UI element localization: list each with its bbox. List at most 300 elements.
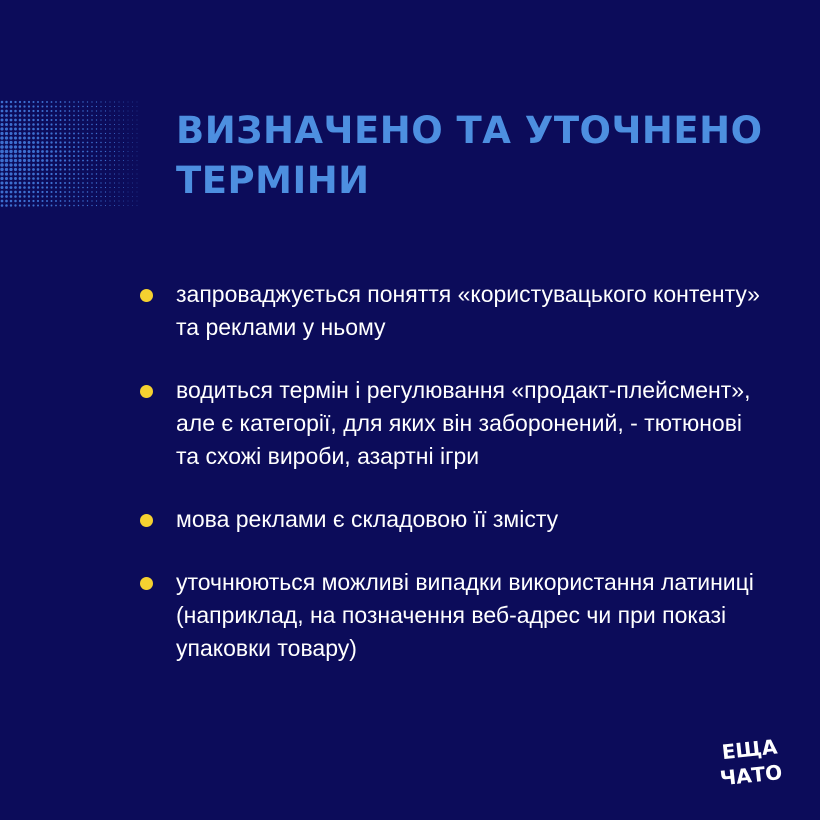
halftone-dot [128, 183, 129, 184]
halftone-dot [64, 196, 66, 198]
halftone-dot [109, 128, 110, 129]
halftone-dot [78, 133, 80, 135]
halftone-dot [73, 119, 75, 121]
halftone-dot [132, 156, 133, 157]
halftone-dot [100, 191, 101, 192]
halftone-dot [5, 105, 8, 108]
halftone-dot [91, 151, 93, 153]
halftone-dot [132, 138, 133, 139]
halftone-dot [50, 137, 52, 139]
halftone-dot [64, 177, 66, 179]
halftone-dot [32, 128, 35, 131]
halftone-dot [37, 101, 39, 103]
halftone-dot [68, 159, 70, 161]
halftone-dot [91, 164, 93, 166]
halftone-dot [50, 132, 52, 134]
halftone-dot [109, 196, 110, 197]
halftone-dot [105, 191, 106, 192]
halftone-dot [46, 146, 49, 149]
halftone-dot [10, 186, 13, 189]
halftone-dot [119, 183, 120, 184]
halftone-dot [59, 155, 61, 157]
halftone-dot [109, 182, 110, 183]
halftone-dot [137, 156, 138, 157]
halftone-dot [0, 163, 4, 167]
halftone-dot [64, 110, 66, 112]
halftone-dot [37, 155, 40, 158]
halftone-dot [46, 110, 48, 112]
halftone-dot [132, 129, 133, 130]
halftone-dot [0, 168, 3, 171]
halftone-dot [123, 120, 124, 121]
halftone-dot [37, 164, 40, 167]
halftone-dot [64, 173, 66, 175]
halftone-dot [9, 172, 12, 175]
halftone-dot [123, 160, 124, 161]
halftone-dot [37, 173, 40, 176]
halftone-dot [82, 160, 84, 162]
brand-logo [716, 732, 790, 794]
halftone-dot [114, 205, 115, 206]
halftone-dot [50, 119, 52, 121]
halftone-dot [32, 191, 34, 193]
halftone-dot [55, 155, 58, 158]
halftone-dot [69, 128, 71, 130]
halftone-dot [91, 182, 92, 183]
halftone-dot [123, 138, 124, 139]
halftone-dot [123, 102, 124, 103]
halftone-dot [41, 128, 43, 130]
halftone-dot [137, 169, 138, 170]
halftone-dot [100, 164, 101, 165]
halftone-dot [91, 155, 93, 157]
halftone-dot [87, 106, 88, 107]
halftone-dot [14, 128, 17, 131]
halftone-dot [91, 160, 93, 162]
halftone-dot [51, 106, 53, 108]
halftone-dot [132, 178, 133, 179]
halftone-dot [55, 106, 57, 108]
halftone-dot [28, 132, 31, 135]
halftone-dot [28, 186, 31, 189]
halftone-dot [10, 110, 13, 113]
halftone-dot [118, 160, 119, 161]
halftone-dot [109, 155, 110, 156]
halftone-dot [109, 173, 110, 174]
halftone-dot [46, 195, 48, 197]
halftone-dot [91, 191, 92, 192]
halftone-dot [23, 145, 26, 148]
halftone-dot [96, 187, 97, 188]
halftone-dot [78, 106, 80, 108]
halftone-dot [28, 195, 30, 197]
halftone-dot [5, 132, 8, 135]
halftone-dot [87, 101, 88, 102]
halftone-dot [69, 196, 71, 198]
halftone-dot [46, 114, 48, 116]
halftone-dot [137, 151, 138, 152]
halftone-dot [91, 146, 93, 148]
halftone-dot [41, 105, 43, 107]
halftone-dot [60, 110, 62, 112]
halftone-dot [128, 129, 129, 130]
halftone-dot [14, 186, 17, 189]
halftone-dot [132, 111, 133, 112]
halftone-dot [69, 178, 71, 180]
halftone-dot [114, 146, 115, 147]
halftone-dot [100, 115, 101, 116]
halftone-dot [132, 183, 133, 184]
halftone-dot [91, 169, 93, 171]
halftone-dot [50, 168, 52, 170]
halftone-dot [64, 155, 66, 157]
halftone-dot [105, 106, 106, 107]
halftone-dot [46, 173, 48, 175]
halftone-dot [5, 168, 8, 171]
halftone-dot [5, 123, 8, 126]
halftone-dot [64, 128, 66, 130]
halftone-dot [137, 196, 138, 197]
halftone-dot [114, 124, 115, 125]
page-title: ВИЗНАЧЕНО ТА УТОЧНЕНО ТЕРМІНИ [176, 109, 763, 202]
halftone-dot [73, 173, 75, 175]
halftone-dot [69, 200, 71, 202]
halftone-dot [51, 101, 53, 103]
halftone-dot [5, 195, 8, 198]
halftone-dot [32, 150, 35, 153]
halftone-dot [50, 146, 53, 149]
halftone-dot [64, 106, 66, 108]
halftone-dot [119, 205, 120, 206]
halftone-dot [69, 106, 71, 108]
halftone-dot [137, 165, 138, 166]
halftone-dot [114, 182, 115, 183]
halftone-dot [19, 132, 22, 135]
halftone-dot [32, 204, 34, 206]
halftone-dot [50, 186, 52, 188]
halftone-dot [109, 160, 110, 161]
halftone-dot [10, 101, 12, 103]
halftone-dot [50, 173, 52, 175]
halftone-dot [82, 119, 84, 121]
halftone-dot [100, 160, 101, 161]
halftone-dot [28, 182, 31, 185]
halftone-dot [23, 150, 26, 153]
halftone-dot [23, 128, 26, 131]
halftone-dot [9, 132, 12, 135]
halftone-dot [14, 191, 17, 194]
halftone-dot [27, 154, 30, 157]
halftone-dot [69, 119, 71, 121]
halftone-dot [114, 173, 115, 174]
halftone-dot [73, 146, 75, 148]
halftone-dot [5, 119, 8, 122]
halftone-dot [28, 119, 31, 122]
halftone-dot [123, 174, 124, 175]
halftone-dot [123, 147, 124, 148]
halftone-dot [73, 178, 75, 180]
halftone-dot [59, 164, 61, 166]
halftone-dot [19, 105, 21, 107]
halftone-dot [32, 137, 35, 140]
halftone-dot [55, 182, 57, 184]
halftone-dot [73, 182, 75, 184]
halftone-dot [105, 196, 106, 197]
halftone-dot [73, 200, 75, 202]
halftone-dot [105, 169, 106, 170]
halftone-dot [23, 141, 26, 144]
halftone-dot [55, 101, 57, 103]
halftone-dot [64, 200, 66, 202]
halftone-dot [91, 142, 93, 144]
halftone-dot [28, 200, 30, 202]
halftone-dot [32, 159, 35, 162]
halftone-dot [78, 187, 80, 189]
halftone-dot [109, 164, 110, 165]
halftone-dot [64, 137, 66, 139]
halftone-dot [28, 164, 31, 167]
halftone-dot [123, 106, 124, 107]
halftone-dot [37, 204, 39, 206]
halftone-dot [60, 106, 62, 108]
halftone-dot [100, 124, 101, 125]
halftone-dot [1, 204, 4, 207]
halftone-dot [114, 102, 115, 103]
halftone-dot [9, 163, 12, 166]
halftone-dot [32, 114, 34, 116]
halftone-dot [10, 200, 13, 203]
halftone-dot [46, 191, 48, 193]
halftone-dot [132, 147, 133, 148]
halftone-dot [64, 187, 66, 189]
halftone-dot [73, 110, 75, 112]
halftone-dot [91, 196, 92, 197]
halftone-dot [14, 150, 17, 153]
halftone-dot [37, 137, 40, 140]
halftone-dot [87, 191, 88, 192]
halftone-dot [132, 106, 133, 107]
halftone-dot [28, 128, 31, 131]
halftone-dot [46, 200, 48, 202]
halftone-dot [128, 205, 129, 206]
halftone-dot [23, 114, 25, 116]
halftone-dot [100, 119, 101, 120]
halftone-dot [41, 177, 43, 179]
halftone-dot [132, 196, 133, 197]
halftone-dot [73, 106, 75, 108]
halftone-dot [55, 186, 57, 188]
halftone-dot [50, 164, 52, 166]
halftone-dot [105, 101, 106, 102]
halftone-dot [100, 182, 101, 183]
halftone-dot [41, 182, 43, 184]
halftone-dot [55, 200, 57, 202]
halftone-dot [105, 146, 106, 147]
halftone-dot [78, 110, 80, 112]
halftone-dot [55, 168, 57, 170]
halftone-dot [64, 150, 66, 152]
halftone-dot [19, 177, 22, 180]
halftone-dot [5, 141, 8, 144]
halftone-dot [96, 146, 98, 148]
halftone-dot [132, 169, 133, 170]
halftone-dot [14, 132, 17, 135]
halftone-dot [87, 182, 89, 184]
halftone-dot [41, 114, 43, 116]
halftone-dot [82, 173, 84, 175]
halftone-dot [118, 151, 119, 152]
halftone-dot [128, 160, 129, 161]
halftone-dot [114, 142, 115, 143]
halftone-dot [37, 110, 39, 112]
halftone-dot [82, 101, 83, 102]
halftone-dot [37, 150, 40, 153]
halftone-dot [41, 123, 43, 125]
halftone-dot [132, 133, 133, 134]
halftone-dot [14, 172, 17, 175]
halftone-dot [96, 196, 97, 197]
halftone-dot [114, 128, 115, 129]
halftone-dot [128, 133, 129, 134]
halftone-dot [41, 146, 44, 149]
halftone-dot [32, 119, 34, 121]
halftone-dot [73, 150, 75, 152]
halftone-dot [105, 151, 106, 152]
halftone-dot [128, 151, 129, 152]
halftone-dot [50, 191, 52, 193]
halftone-dot [59, 177, 61, 179]
halftone-dot [105, 182, 106, 183]
halftone-dot [137, 106, 138, 107]
halftone-dot [91, 173, 93, 175]
halftone-dot [137, 192, 138, 193]
halftone-dot [96, 169, 97, 170]
halftone-dot [5, 200, 8, 203]
halftone-dot [0, 159, 4, 163]
halftone-dot [55, 128, 57, 130]
halftone-dot [50, 123, 52, 125]
halftone-dot [32, 154, 35, 157]
halftone-dot [19, 191, 22, 194]
halftone-dot [82, 142, 84, 144]
halftone-dot [37, 177, 40, 180]
halftone-dot [69, 133, 71, 135]
halftone-dot [9, 141, 12, 144]
halftone-dot [128, 187, 129, 188]
halftone-dot [5, 154, 9, 158]
halftone-dot [87, 196, 88, 197]
halftone-dot [0, 181, 3, 184]
halftone-dot [114, 169, 115, 170]
halftone-dot [14, 136, 17, 139]
halftone-dot [128, 106, 129, 107]
halftone-dot [128, 115, 129, 116]
halftone-dot [87, 146, 89, 148]
halftone-dot [55, 159, 57, 161]
halftone-dot [23, 123, 26, 126]
halftone-dot [123, 187, 124, 188]
halftone-dot [100, 142, 101, 143]
halftone-dot [96, 101, 97, 102]
halftone-dot [28, 168, 31, 171]
halftone-dot [137, 201, 138, 202]
halftone-dot [137, 142, 138, 143]
halftone-dot [128, 147, 129, 148]
halftone-dot [19, 101, 21, 103]
halftone-dot [41, 119, 43, 121]
halftone-dot [100, 178, 101, 179]
halftone-dot [23, 163, 26, 166]
halftone-dot [19, 204, 21, 206]
halftone-dot [32, 123, 35, 126]
halftone-dot [109, 101, 110, 102]
halftone-dot [119, 178, 120, 179]
halftone-dot [91, 124, 92, 125]
halftone-dot [5, 110, 8, 113]
halftone-dot [118, 146, 119, 147]
halftone-dot [109, 146, 110, 147]
halftone-dot [105, 200, 106, 201]
halftone-dot [41, 200, 43, 202]
halftone-dot [1, 110, 4, 113]
halftone-dot [73, 159, 75, 161]
halftone-dot [55, 119, 57, 121]
halftone-dot [96, 115, 97, 116]
halftone-dot [19, 200, 21, 202]
halftone-dot [37, 186, 39, 188]
halftone-dot [128, 201, 129, 202]
halftone-dot [32, 173, 35, 176]
halftone-dot [46, 159, 49, 162]
halftone-dot [123, 205, 124, 206]
halftone-dot [9, 177, 12, 180]
halftone-dot [123, 142, 124, 143]
halftone-dot [1, 119, 4, 122]
halftone-dot [50, 182, 52, 184]
halftone-dot [23, 177, 26, 180]
halftone-dot [37, 123, 39, 125]
halftone-dot [105, 187, 106, 188]
halftone-dot [41, 173, 44, 176]
halftone-dot [5, 163, 8, 166]
halftone-dot [19, 195, 22, 198]
halftone-dot [5, 181, 8, 184]
halftone-dot [105, 155, 106, 156]
halftone-dot [82, 182, 84, 184]
list-item-text: запроваджується поняття «користувацького контенту» та реклами у ньому [176, 281, 760, 340]
halftone-dot [96, 137, 97, 138]
halftone-dot [14, 195, 17, 198]
halftone-dot [37, 141, 40, 144]
halftone-dot [119, 124, 120, 125]
halftone-dot [137, 138, 138, 139]
halftone-dot [100, 128, 101, 129]
halftone-dot [19, 123, 22, 126]
halftone-dot [91, 128, 92, 129]
halftone-dot [64, 164, 66, 166]
halftone-dot [109, 119, 110, 120]
halftone-dot [41, 186, 43, 188]
halftone-dot [109, 191, 110, 192]
halftone-dot [132, 115, 133, 116]
halftone-dot [68, 146, 70, 148]
halftone-dot [14, 204, 16, 206]
halftone-dot [73, 164, 75, 166]
halftone-dot [32, 141, 35, 144]
halftone-dot [82, 169, 84, 171]
halftone-dot [96, 133, 97, 134]
halftone-dot [59, 141, 61, 143]
